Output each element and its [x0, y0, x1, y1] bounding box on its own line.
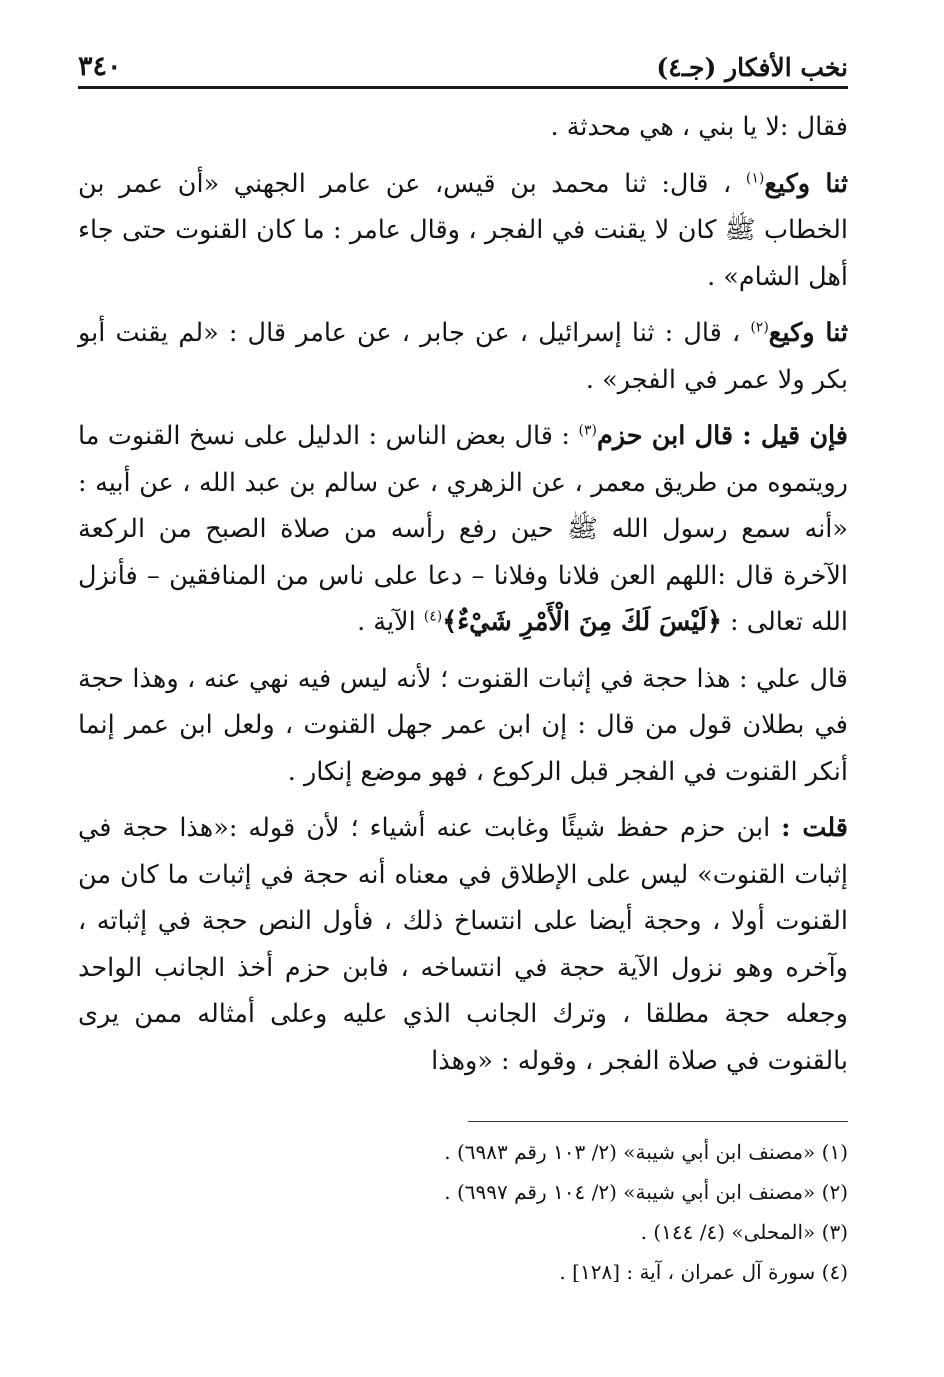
paragraph-text: ابن حزم حفظ شيئًا وغابت عنه أشياء ؛ لأن قوله :«هذا حجة في إثبات القنوت» ليس على الإطلاق في معناه أنه حجة في إثبات ما كان من القنوت أولا ، وحجة أيضا على انتساخ ذلك ، فأول النص حجة في إثباته ، وآخره وهو نزول الآية حجة في انتساخه ، فابن حزم أخذ الجانب الواحد وجعله حجة مطلقا ، وترك الجانب الذي عليه وعلى أمثاله ممن يرى بالقنوت في صلاة الفجر ، وقوله : «وهذا	[78, 813, 848, 1076]
narrator-lead: ثنا وكيع	[768, 318, 848, 348]
footnote-ref-2[interactable]: (٢)	[750, 319, 769, 336]
objection-lead: فإن قيل : قال ابن حزم	[596, 421, 848, 451]
paragraph-text: قال علي : هذا حجة في إثبات القنوت ؛ لأنه ليس فيه نهي عنه ، وهذا حجة في بطلان قول من قال : إن ابن عمر جهل القنوت ، ولعل ابن عمر إنما أنكر القنوت في الفجر قبل الركوع ، فهو موضع إنكار .	[78, 663, 848, 787]
footnote-divider	[468, 1121, 848, 1122]
narrator-lead: ثنا وكيع	[764, 168, 848, 199]
footnote-2: (٢) «مصنف ابن أبي شيبة» (٢/ ١٠٤ رقم ٦٩٩٧) .	[444, 1180, 848, 1204]
footnote-1: (١) «مصنف ابن أبي شيبة» (٢/ ١٠٣ رقم ٦٩٨٣) .	[444, 1140, 848, 1164]
page-header	[78, 38, 848, 89]
paragraph-text: فقال :لا يا بني ، هي محدثة .	[550, 112, 848, 142]
running-title: نخب الأفكار (جـ٤)	[656, 53, 848, 82]
footnote-4: (٤) سورة آل عمران ، آية : [١٢٨] .	[559, 1260, 848, 1284]
response-lead: قلت :	[781, 813, 849, 843]
footnotes	[88, 1132, 848, 1292]
paragraph-5	[78, 656, 848, 796]
footnote-3: (٣) «المحلى» (٤/ ١٤٤) .	[640, 1220, 848, 1244]
footnote-ref-1[interactable]: (١)	[745, 170, 765, 186]
paragraph-4	[78, 413, 848, 646]
paragraph-1	[78, 104, 848, 151]
paragraph-3	[78, 310, 848, 403]
paragraph-text: ، قال : ثنا إسرائيل ، عن جابر ، عن عامر قال : «لم يقنت أبو بكر ولا عمر في الفجر» .	[78, 318, 848, 395]
paragraph-text: : قال بعض الناس : الدليل على نسخ القنوت ما رويتموه من طريق معمر ، عن الزهري ، عن سالم بن عبد الله ، عن أبيه : «أنه سمع رسول الله ﷺ حين رفع رأسه من صلاة الصبح من الركعة الآخرة قال :اللهم العن فلانا وفلانا – دعا على ناس من المنافقين – فأنزل الله تعالى :	[78, 421, 848, 637]
paragraph-text: ، قال: ثنا محمد بن قيس، عن عامر الجهني «أن عمر بن الخطاب ﷺ كان لا يقنت في الفجر ، وقال عامر : ما كان القنوت حتى جاء أهل الشام» .	[78, 168, 848, 292]
quran-verse: ﴿لَيْسَ لَكَ مِنَ الْأَمْرِ شَيْءٌ﴾	[442, 607, 722, 637]
main-text	[78, 104, 848, 1094]
paragraph-6	[78, 805, 848, 1084]
footnote-ref-3[interactable]: (٣)	[578, 422, 597, 439]
footnote-ref-4[interactable]: (٤)	[423, 608, 443, 625]
paragraph-2	[78, 161, 848, 301]
page-number: ٣٤٠	[78, 51, 122, 82]
paragraph-text: الآية .	[357, 607, 416, 637]
